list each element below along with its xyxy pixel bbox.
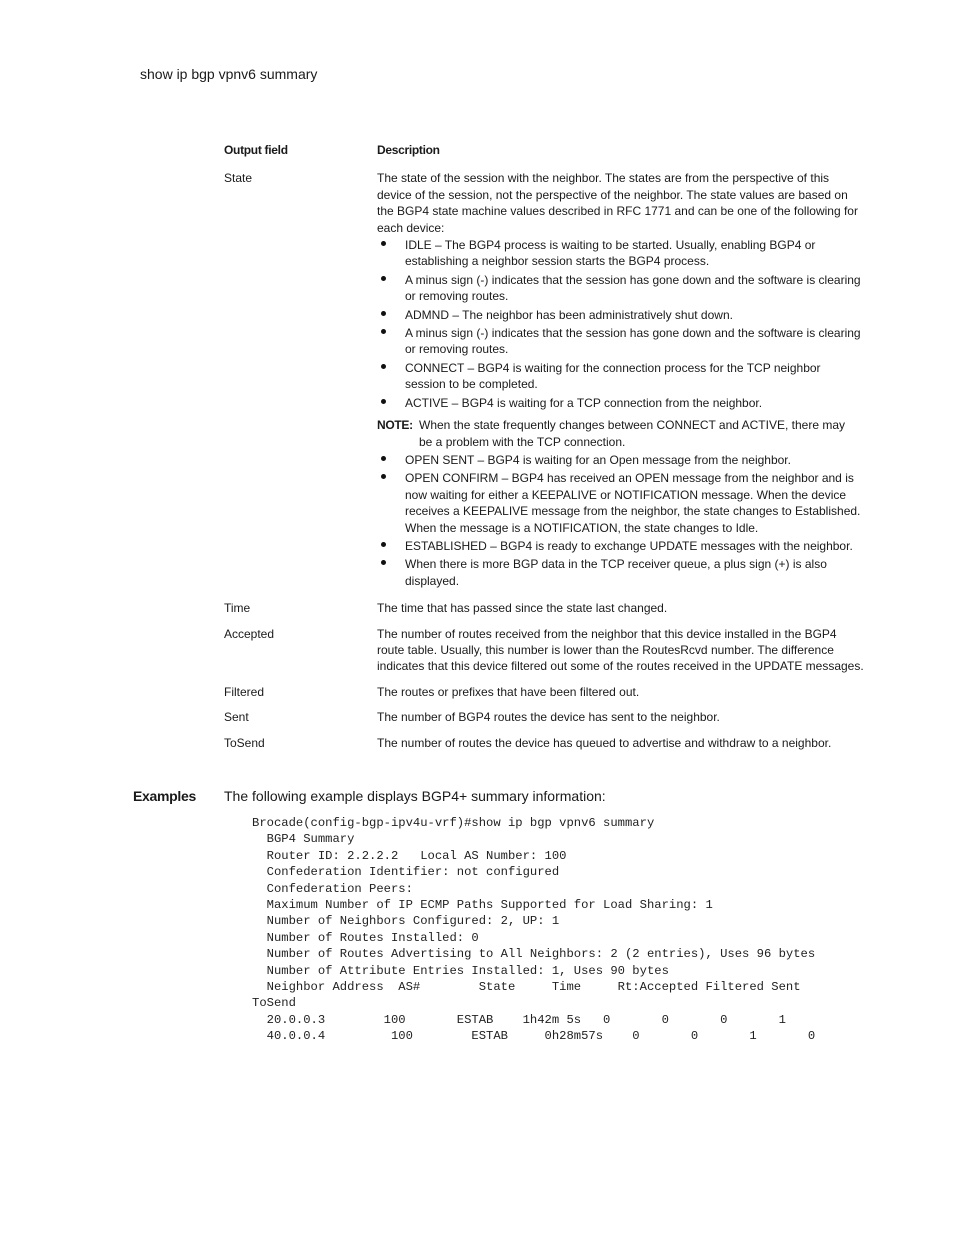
column-header-output-field: Output field [224, 143, 288, 157]
state-list-a [377, 237, 864, 411]
running-header: show ip bgp vpnv6 summary [140, 66, 318, 82]
list-item: When there is more BGP data in the TCP receiver queue, a plus sign (+) is also displayed. [377, 556, 864, 589]
table-row-state [224, 170, 864, 591]
list-item: OPEN CONFIRM – BGP4 has received an OPEN message from the neighbor and is now waiting for either a KEEPALIVE or NOTIFICATION message. When the device receives a KEEPALIVE message from the neighbor, the state changes to Established. When the message is a NOTIFICATION, the state changes to Idle. [377, 470, 864, 536]
field-name: Filtered [224, 684, 265, 699]
examples-heading: Examples [133, 788, 196, 804]
column-header-description: Description [377, 143, 440, 157]
field-name: Sent [224, 710, 249, 725]
list-item: IDLE – The BGP4 process is waiting to be started. Usually, enabling BGP4 or establishing a neighbor session starts the BGP4 process. [377, 237, 864, 270]
field-description [377, 170, 864, 591]
field-description: The number of routes received from the neighbor that this device installed in the BGP4 route table. Usually, this number is lower than the RoutesRcvd number. The difference indicates that this device filtered out some of the routes received in the UPDATE messages. [377, 626, 864, 674]
list-item: ESTABLISHED – BGP4 is ready to exchange UPDATE messages with the neighbor. [377, 538, 864, 554]
note [377, 417, 864, 450]
field-name: ToSend [224, 735, 265, 750]
list-item: A minus sign (-) indicates that the session has gone down and the software is clearing or removing routes. [377, 325, 864, 358]
field-description: The routes or prefixes that have been filtered out. [377, 684, 640, 699]
table-row-tosend [224, 735, 864, 751]
output-field-table [224, 142, 864, 760]
table-row-sent [224, 709, 864, 725]
field-description: The number of routes the device has queued to advertise and withdraw to a neighbor. [377, 735, 832, 750]
list-item: OPEN SENT – BGP4 is waiting for an Open message from the neighbor. [377, 452, 864, 468]
list-item: ADMND – The neighbor has been administratively shut down. [377, 307, 864, 323]
note-label: NOTE: [377, 418, 413, 433]
field-name: State [224, 171, 253, 186]
field-name: Time [224, 601, 251, 616]
list-item: ACTIVE – BGP4 is waiting for a TCP connection from the neighbor. [377, 395, 864, 411]
field-name: Accepted [224, 626, 275, 641]
table-header [224, 142, 864, 158]
table-row-accepted [224, 626, 864, 675]
state-intro: The state of the session with the neighbor. The states are from the perspective of this device of the session, not the perspective of the neighbor. The state values are based on the BGP4 state machine values described in RFC 1771 and can be one of the following for each device: [377, 171, 858, 235]
list-item: CONNECT – BGP4 is waiting for the connection process for the TCP neighbor session to be completed. [377, 360, 864, 393]
example-code-block: Brocade(config-bgp-ipv4u-vrf)#show ip bgp vpnv6 summary BGP4 Summary Router ID: 2.2.2.2 Local AS Number: 100 Confederation Identifier: not configured Confederation Peers: Maximum Number of IP ECMP Paths Supported for Load Sharing: 1 Number of Neighbors Configured: 2, UP: 1 Number of Routes Installed: 0 Number of Routes Advertising to All Neighbors: 2 (2 entries), Uses 96 bytes Number of Attribute Entries Installed: 1, Uses 90 bytes Neighbor Address AS# State Time Rt:Accepted Filtered Sent ToSend 20.0.0.3 100 ESTAB 1h42m 5s 0 0 0 1 40.0.0.4 100 ESTAB 0h28m57s 0 0 1 0 [252, 816, 816, 1044]
field-description: The number of BGP4 routes the device has sent to the neighbor. [377, 710, 720, 725]
table-row-time [224, 600, 864, 616]
table-row-filtered [224, 684, 864, 700]
note-line: be a problem with the TCP connection. [419, 434, 626, 449]
examples-intro: The following example displays BGP4+ summary information: [224, 788, 606, 804]
note-line: When the state frequently changes between CONNECT and ACTIVE, there may [419, 418, 845, 433]
field-description: The time that has passed since the state last changed. [377, 601, 668, 616]
note-text [419, 417, 864, 450]
state-list-b [377, 452, 864, 589]
list-item: A minus sign (-) indicates that the session has gone down and the software is clearing or removing routes. [377, 272, 864, 305]
